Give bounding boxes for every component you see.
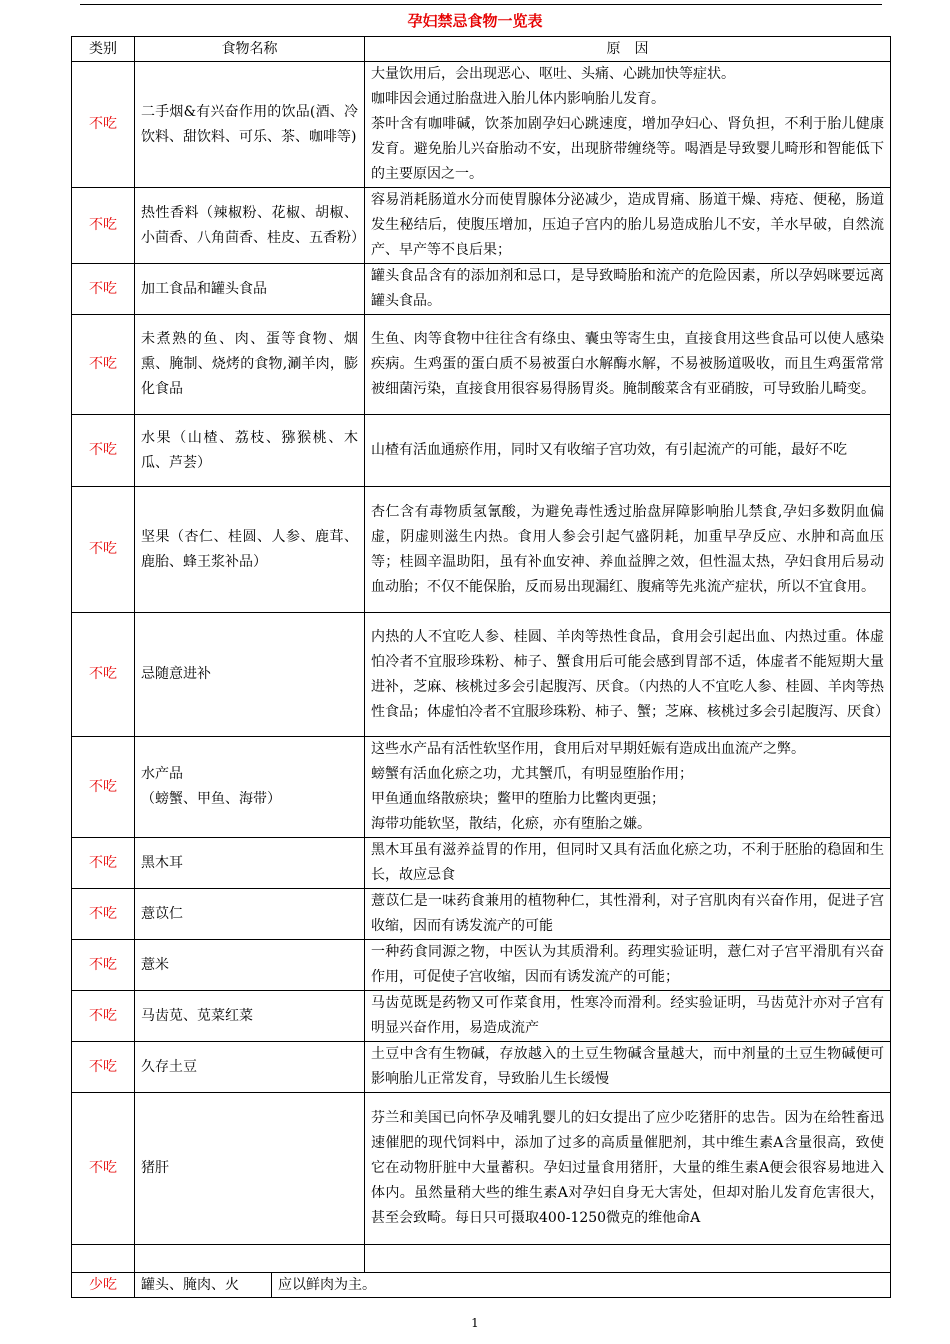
- food-cell: 二手烟&有兴奋作用的饮品(酒、冷饮料、甜饮料、可乐、茶、咖啡等): [135, 62, 365, 188]
- category-cell: 不吃: [72, 889, 135, 940]
- reason-cell: [365, 940, 891, 991]
- table-row: [72, 315, 891, 415]
- reason-line: 茶叶含有咖啡碱，饮茶加剧孕妇心跳速度，增加孕妇心、肾负担，不利于胎儿健康发育。避免胎儿兴奋胎动不安，出现脐带缠绕等。喝酒是导致婴儿畸形和智能低下的主要原因之一。: [371, 116, 884, 182]
- food-cell: 黑木耳: [135, 838, 365, 889]
- category-cell: 不吃: [72, 1042, 135, 1093]
- reason-cell: [365, 889, 891, 940]
- reason-line: 马齿苋既是药物又可作菜食用，性寒冷而滑利。经实验证明，马齿苋汁亦对子宫有明显兴奋作用，易造成流产: [371, 995, 884, 1036]
- reason-line: 薏苡仁是一味药食兼用的植物种仁，其性滑利，对子宫肌肉有兴奋作用，促进子宫收缩，因而有诱发流产的可能: [371, 893, 884, 934]
- table-row: [72, 838, 891, 889]
- empty-row: [72, 1245, 891, 1273]
- food-cell: 马齿苋、苋菜红菜: [135, 991, 365, 1042]
- table-row: [72, 188, 891, 264]
- table-row: [72, 1042, 891, 1093]
- food-line: （螃蟹、甲鱼、海带）: [141, 791, 281, 807]
- empty-cell: [72, 1245, 135, 1273]
- food-cell: 加工食品和罐头食品: [135, 264, 365, 315]
- category-cell: 不吃: [72, 188, 135, 264]
- table-header-row: [72, 37, 891, 62]
- reason-line: 黑木耳虽有滋养益胃的作用，但同时又具有活血化瘀之功，不利于胚胎的稳固和生长，故应忌食: [371, 842, 884, 883]
- reason-cell: [365, 315, 891, 415]
- table-row: [72, 991, 891, 1042]
- table-row: [72, 1273, 891, 1298]
- reason-line: 土豆中含有生物碱，存放越入的土豆生物碱含量越大，而中剂量的土豆生物碱便可影响胎儿正常发育，导致胎儿生长缓慢: [371, 1046, 884, 1087]
- reason-line: 山楂有活血通瘀作用，同时又有收缩子宫功效，有引起流产的可能，最好不吃: [371, 442, 847, 458]
- page-number: 1: [471, 1316, 479, 1330]
- food-line: 水产品: [141, 766, 183, 782]
- table-row: [72, 264, 891, 315]
- reason-line: 一种药食同源之物，中医认为其质滑利。药理实验证明，薏仁对子宫平滑肌有兴奋作用，可促使子宫收缩，因而有诱发流产的可能；: [371, 944, 884, 985]
- reason-line: 这些水产品有活性软坚作用，食用后对早期妊娠有造成出血流产之弊。: [371, 741, 805, 757]
- food-cell: 水果（山楂、荔枝、猕猴桃、木瓜、芦荟）: [135, 415, 365, 487]
- category-cell: 不吃: [72, 991, 135, 1042]
- empty-cell: [135, 1245, 365, 1273]
- bottom-table: [71, 1272, 891, 1298]
- reason-cell: [365, 1093, 891, 1245]
- category-cell: 不吃: [72, 838, 135, 889]
- reason-cell: [365, 737, 891, 838]
- forbidden-food-table: [71, 36, 891, 1273]
- reason-line: 螃蟹有活血化瘀之功，尤其蟹爪，有明显堕胎作用；: [371, 766, 693, 782]
- food-cell: 未煮熟的鱼、肉、蛋等食物、烟熏、腌制、烧烤的食物,涮羊肉，膨化食品: [135, 315, 365, 415]
- table-row: [72, 415, 891, 487]
- reason-cell: [365, 188, 891, 264]
- food-cell: 猪肝: [135, 1093, 365, 1245]
- category-cell: 不吃: [72, 613, 135, 737]
- food-cell: 薏苡仁: [135, 889, 365, 940]
- reason-line: 海带功能软坚，散结，化瘀，亦有堕胎之嫌。: [371, 816, 651, 832]
- food-cell: 久存土豆: [135, 1042, 365, 1093]
- reason-line: 罐头食品含有的添加剂和忌口，是导致畸胎和流产的危险因素，所以孕妈咪要远离罐头食品。: [371, 268, 884, 309]
- reason-line: 杏仁含有毒物质氢氰酸，为避免毒性透过胎盘屏障影响胎儿禁食,孕妇多数阴血偏虚，阴虚则滋生内热。食用人参会引起气盛阴耗，加重早孕反应、水肿和高血压等；桂圆辛温助阳，虽有补血安神、养血益脾之效，但性温太热，孕妇食用后易动血动胎；不仅不能保胎，反而易出现漏红、腹痛等先兆流产症状，所以不宜食用。: [371, 503, 884, 595]
- table-row: [72, 613, 891, 737]
- category-cell: 不吃: [72, 737, 135, 838]
- table-row: [72, 889, 891, 940]
- table-row: [72, 1093, 891, 1245]
- category-cell: 不吃: [72, 264, 135, 315]
- header-rule: [80, 4, 882, 5]
- category-cell: 不吃: [72, 415, 135, 487]
- reason-cell: [365, 415, 891, 487]
- reason-line: 容易消耗肠道水分而使胃腺体分泌减少，造成胃痛、肠道干燥、痔疮、便秘，肠道发生秘结后，使腹压增加，压迫子宫内的胎儿易造成胎儿不安，羊水早破，自然流产、早产等不良后果；: [371, 192, 884, 258]
- table-row: [72, 737, 891, 838]
- reason-line: 内热的人不宜吃人参、桂圆、羊肉等热性食品，食用会引起出血、内热过重。体虚怕冷者不宜服珍珠粉、柿子、蟹食用后可能会感到胃部不适，体虚者不能短期大量进补，芝麻、核桃过多会引起腹泻、厌食。（内热的人不宜吃人参、桂圆、羊肉等热性食品；体虚怕冷者不宜服珍珠粉、柿子、蟹；芝麻、核桃过多会引起腹泻、厌食）: [371, 628, 889, 720]
- reason-cell: [365, 264, 891, 315]
- header-reason: 原 因: [365, 37, 891, 62]
- food-cell: 忌随意进补: [135, 613, 365, 737]
- table-row: [72, 62, 891, 188]
- reason-cell: [365, 487, 891, 613]
- category-cell: 不吃: [72, 940, 135, 991]
- reason-line: 甲鱼通血络散瘀块；鳖甲的堕胎力比鳖肉更强；: [371, 791, 665, 807]
- table-row: [72, 487, 891, 613]
- food-cell: 罐头、腌肉、火: [135, 1273, 272, 1298]
- header-food: 食物名称: [135, 37, 365, 62]
- category-cell: 不吃: [72, 62, 135, 188]
- category-cell: 不吃: [72, 1093, 135, 1245]
- food-cell: 热性香料（辣椒粉、花椒、胡椒、小茴香、八角茴香、桂皮、五香粉）: [135, 188, 365, 264]
- category-cell: 不吃: [72, 487, 135, 613]
- food-cell: 薏米: [135, 940, 365, 991]
- reason-line: 生鱼、肉等食物中往往含有绦虫、囊虫等寄生虫，直接食用这些食品可以使人感染疾病。生鸡蛋的蛋白质不易被蛋白水解酶水解，不易被肠道吸收，而且生鸡蛋常常被细菌污染，直接食用很容易得肠胃炎。腌制酸菜含有亚硝胺，可导致胎儿畸变。: [371, 331, 884, 397]
- header-category: 类别: [72, 37, 135, 62]
- reason-line: 咖啡因会通过胎盘进入胎儿体内影响胎儿发育。: [371, 91, 665, 107]
- reason-cell: [365, 991, 891, 1042]
- empty-cell: [365, 1245, 891, 1273]
- category-cell: 不吃: [72, 315, 135, 415]
- document-title: 孕妇禁忌食物一览表: [407, 12, 543, 30]
- food-cell: [135, 737, 365, 838]
- reason-cell: [365, 1042, 891, 1093]
- reason-line: 大量饮用后，会出现恶心、呕吐、头痛、心跳加快等症状。: [371, 66, 735, 82]
- reason-cell: [365, 62, 891, 188]
- reason-cell: [365, 613, 891, 737]
- food-cell: 坚果（杏仁、桂圆、人参、鹿茸、鹿胎、蜂王浆补品）: [135, 487, 365, 613]
- category-cell: 少吃: [72, 1273, 135, 1298]
- reason-line: 芬兰和美国已向怀孕及哺乳婴儿的妇女提出了应少吃猪肝的忠告。因为在给牲畜迅速催肥的现代饲料中，添加了过多的高质量催肥剂，其中维生素A含量很高，致使它在动物肝脏中大量蓄积。孕妇过量食用猪肝，大量的维生素A便会很容易地进入体内。虽然量稍大些的维生素A对孕妇自身无大害处，但却对胎儿发育危害很大，甚至会致畸。每日只可摄取400-1250微克的维他命A: [371, 1110, 884, 1226]
- reason-cell: 应以鲜肉为主。: [272, 1273, 891, 1298]
- reason-cell: [365, 838, 891, 889]
- table-row: [72, 940, 891, 991]
